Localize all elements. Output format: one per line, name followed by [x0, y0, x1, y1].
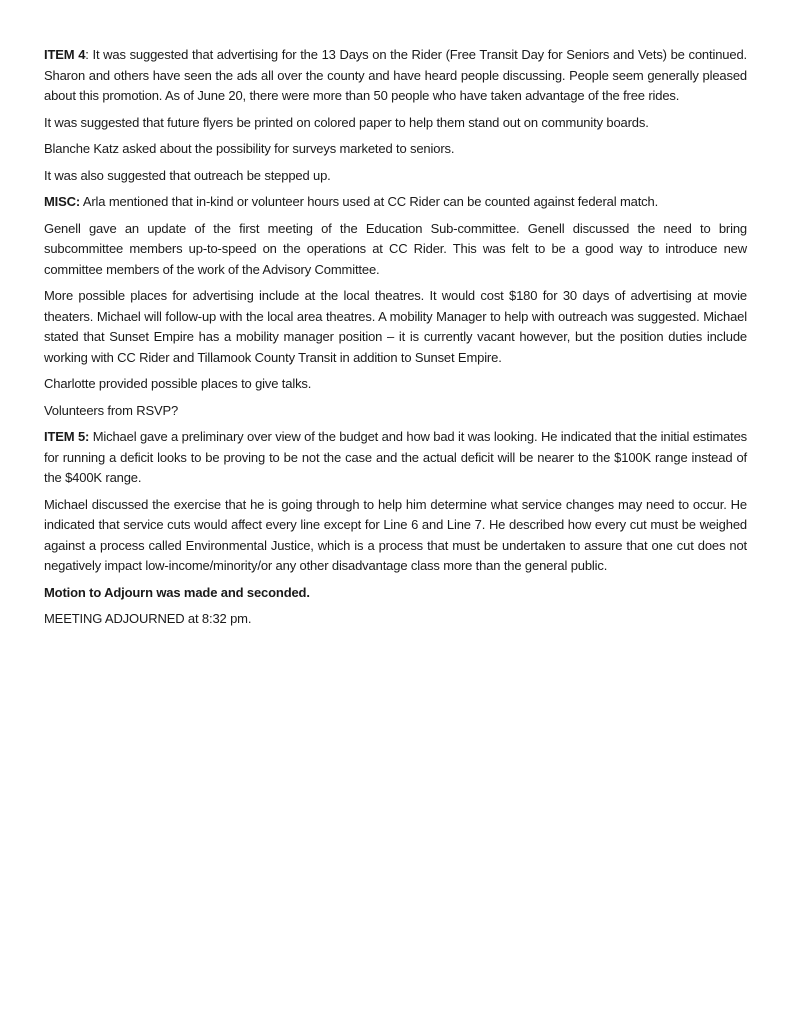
paragraph-volunteers-rsvp [44, 401, 747, 422]
paragraph-item-4 [44, 45, 747, 107]
paragraph-text: Volunteers from RSVP? [44, 402, 179, 418]
paragraph-text: More possible places for advertising include at the local theatres. It would cost $180 for 30 days of advertising at movie theaters. Michael will follow-up with the local area theatres. A mobility Manager to help with outreach was suggested. Michael stated that Sunset Empire has a mobility manager position – it is currently vacant however, but the position duties include working with CC Rider and Tillamook County Transit in addition to Sunset Empire. [44, 288, 747, 365]
paragraph-text: Michael discussed the exercise that he is going through to help him determine what service changes may need to occur. He indicated that service cuts would affect every line except for Line 6 and Line 7. He described how every cut must be weighed against a process called Environmental Justice, which is a process that must be undertaken to assure that one cut does not negatively impact low-income/minority/or any other disadvantage class more than the general public. [44, 496, 747, 573]
paragraph-lead: Motion to Adjourn was made and seconded. [44, 584, 310, 600]
paragraph-misc [44, 192, 747, 213]
paragraph-lead: ITEM 4 [44, 47, 86, 62]
paragraph-text: Arla mentioned that in-kind or volunteer hours used at CC Rider can be counted against federal match. [80, 194, 659, 209]
paragraph-item-5 [44, 427, 747, 489]
paragraph-text: Genell gave an update of the first meeting of the Education Sub-committee. Genell discussed the need to bring subcommittee members up-to-speed on the operations at CC Rider. This was felt to be a good way to introduce new committee members of the work of the Advisory Committee. [44, 220, 747, 277]
paragraph-text: Blanche Katz asked about the possibility for surveys marketed to seniors. [44, 141, 455, 156]
paragraph-text: Charlotte provided possible places to give talks. [44, 376, 312, 391]
paragraph-motion-to-adjourn [44, 583, 747, 604]
paragraph-text: MEETING ADJOURNED at 8:32 pm. [44, 611, 252, 626]
paragraph-text: Michael gave a preliminary over view of the budget and how bad it was looking. He indicated that the initial estimates for running a deficit looks to be proving to be not the case and the actual deficit will be nearer to the $100K range instead of the $400K range. [44, 429, 747, 485]
paragraph-lead: ITEM 5: [44, 429, 90, 444]
paragraph-charlotte [44, 374, 747, 395]
paragraph-blanche-katz [44, 139, 747, 160]
paragraph-outreach [44, 166, 747, 187]
paragraph-meeting-adjourned [44, 609, 747, 630]
paragraph-advertising-places [44, 286, 747, 368]
paragraph-lead: MISC: [44, 194, 81, 209]
paragraph-text: : It was suggested that advertising for the 13 Days on the Rider (Free Transit Day for Seniors and Vets) be continued. Sharon and others have seen the ads all over the county and have heard people discussing. People seem generally pleased about this promotion. As of June 20, there were more than 50 people who have taken advantage of the free rides. [44, 47, 747, 103]
paragraph-genell-update [44, 219, 747, 281]
paragraph-text: It was also suggested that outreach be stepped up. [44, 167, 331, 183]
paragraph-flyers [44, 113, 747, 134]
paragraph-text: It was suggested that future flyers be printed on colored paper to help them stand out on community boards. [44, 114, 649, 130]
paragraph-service-changes [44, 495, 747, 577]
